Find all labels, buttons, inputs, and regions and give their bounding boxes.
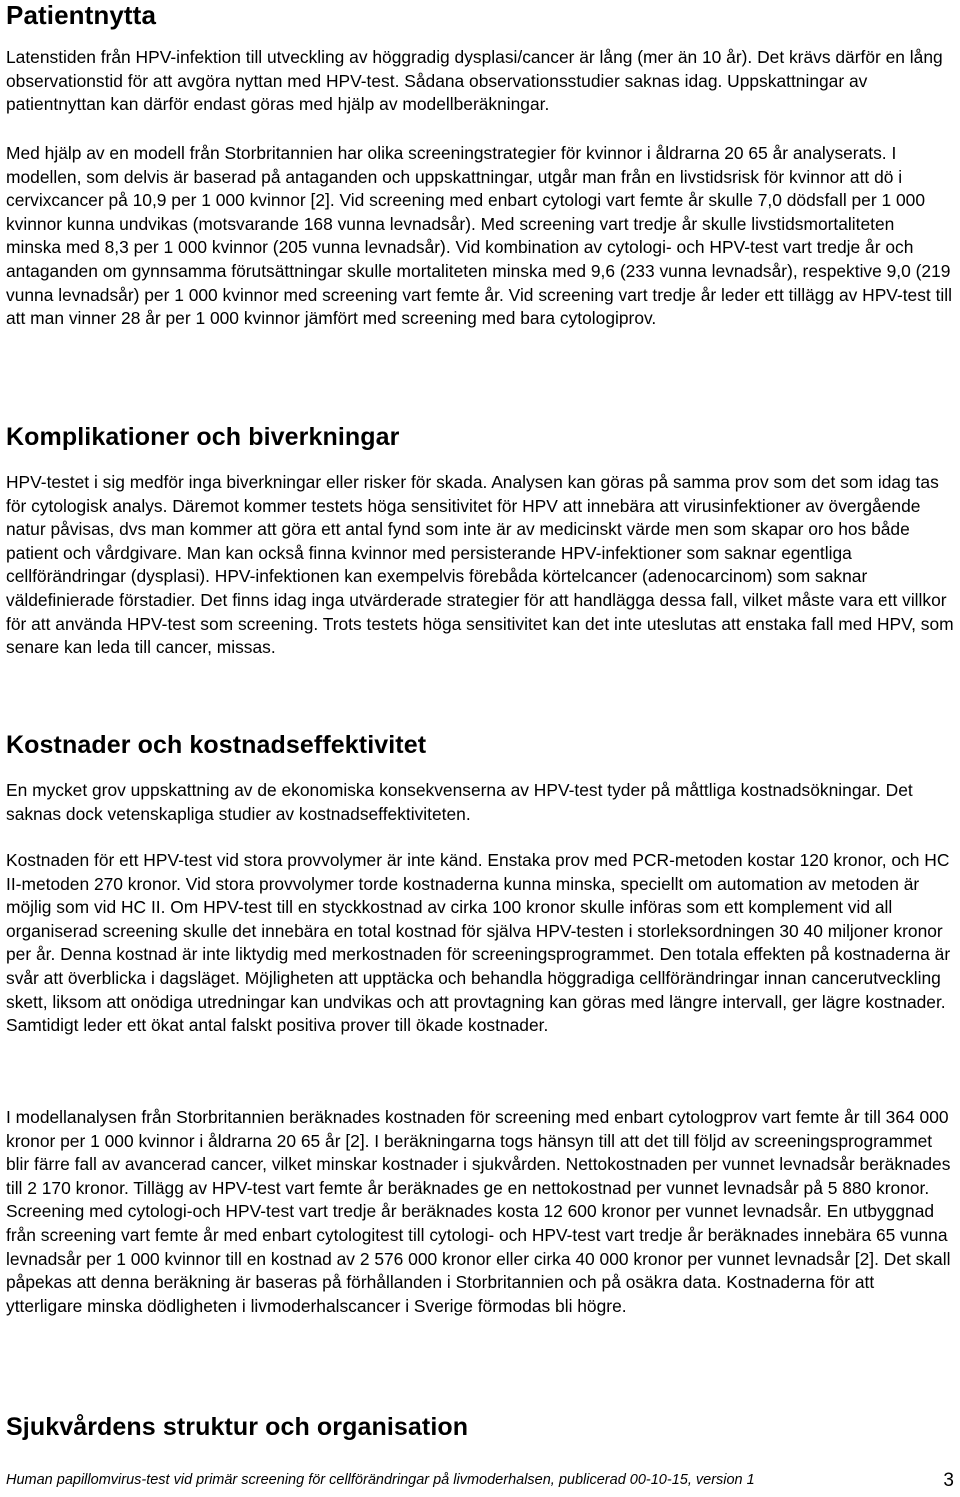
section-patientnytta-model [6,142,954,331]
section-komplikationer-body [6,471,954,660]
heading-komplikationer: Komplikationer och biverkningar [6,423,400,451]
paragraph-kostnader-3: I modellanalysen från Storbritannien beräknades kostnaden för screening med enbart cytologprov vart femte år till 364 000 kronor per 1 000 kvinnor i åldrarna 20 65 år [2]. I beräkningarna togs hänsyn till att det till följd av screeningsprogrammet blir färre fall av avancerad cancer, vilket minskar kostnader i sjukvården. Nettokostnaden per vunnet levnadsår beräknades till 2 170 kronor. Tillägg av HPV-test vart femte år beräknades ge en nettokostnad per vunnet levnadsår på 5 880 kronor. Screening med cytologi-och HPV-test vart tredje år beräknades kosta 12 600 kronor per vunnet levnadsår. En utbyggnad från screening vart femte år med enbart cytologitest till cytologi- och HPV-test vart tredje år beräknades innebära 65 vunna levnadsår per 1 000 kvinnor till en kostnad av 2 576 000 kronor eller cirka 40 000 kronor per vunnet levnadsår [2]. Det skall påpekas att denna beräkning är baseras på förhållanden i Storbritannien och på osäkra data. Kostnaderna för att ytterligare minska dödligheten i livmoderhalscancer i Sverige förmodas bli högre. [6,1107,951,1316]
paragraph-patientnytta-1: Latenstiden från HPV-infektion till utveckling av höggradig dysplasi/cancer är lång (mer än 10 år). Det krävs därför en lång observationstid för att avgöra nyttan med HPV-test. Sådana observationsstudier saknas idag. Uppskattningar av patientnyttan kan därför endast göras med hjälp av modellberäkningar. [6,47,943,115]
footer-text: Human papillomvirus-test vid primär screening för cellförändringar på livmoderhalsen, publicerad 00-10-15, version 1 [6,1472,755,1488]
heading-patientnytta: Patientnytta [6,0,157,30]
heading-kostnader: Kostnader och kostnadseffektivitet [6,731,427,759]
section-kostnader-test [6,849,954,1038]
section-struktur [6,1412,954,1442]
paragraph-kostnader-2: Kostnaden för ett HPV-test vid stora provvolymer är inte känd. Enstaka prov med PCR-metoden kostar 120 kronor, och HC II-metoden 270 kronor. Vid stora provvolymer torde kostnaderna kunna minska, speciellt om automation av metoden är möjlig som vid HC II. Om HPV-test till en styckkostnad av cirka 100 kronor skulle införas som ett komplement vid all organiserad screening skulle det innebära en total kostnad för själva HPV-testen i storleksordningen 30 40 miljoner kronor per år. Denna kostnad är inte liktydig med merkostnaden för screeningsprogrammet. Den totala effekten på kostnaderna är svår att överblicka i dagsläget. Möjligheten att upptäcka och behandla höggradiga cellförändringar innan cancerutveckling skett, liksom att onödiga utredningar kan undvikas och att provtagning kan göras med längre intervall, ger lägre kostnader. Samtidigt leder ett ökat antal falskt positiva prover till ökade kostnader. [6,850,951,1036]
section-kostnader-model [6,1106,954,1318]
heading-struktur: Sjukvårdens struktur och organisation [6,1413,469,1441]
paragraph-komplikationer-1: HPV-testet i sig medför inga biverkningar eller risker för skada. Analysen kan göras på samma prov som det som idag tas för cytologisk analys. Däremot kommer testets höga sensitivitet för HPV att innebära att virusinfektioner av övergående natur påvisas, dvs man kommer att göra ett antal fynd som inte är av medicinskt värde men som skapar oro hos både patient och vårdgivare. Man kan också finna kvinnor med persisterande HPV-infektioner som saknar egentliga cellförändringar (dysplasi). HPV-infektionen kan exempelvis förebåda körtelcancer (adenocarcinom) som saknar väldefinierade förstadier. Det finns idag inga utvärderade strategier för att handlägga dessa fall, vilket måste vara ett villkor för att använda HPV-test som screening. Trots testets höga sensitivitet kan det inte uteslutas att enstaka fall med HPV, som senare kan leda till cancer, missas. [6,472,954,658]
section-kostnader [6,730,954,760]
paragraph-kostnader-1: En mycket grov uppskattning av de ekonomiska konsekvenserna av HPV-test tyder på måttliga kostnadsökningar. Det saknas dock vetenskapliga studier av kostnadseffektiviteten. [6,780,913,824]
page-footer [6,1470,954,1490]
page-number: 3 [943,1470,954,1491]
section-patientnytta [6,46,954,117]
paragraph-patientnytta-2: Med hjälp av en modell från Storbritannien har olika screeningstrategier för kvinnor i åldrarna 20 65 år analyserats. I modellen, som delvis är baserad på antaganden och uppskattningar, utgår man från en livstidsrisk för kvinnor att dö i cervixcancer på 10,9 per 1 000 kvinnor [2]. Vid screening med enbart cytologi vart femte år skulle 7,0 dödsfall per 1 000 kvinnor kunna undvikas (motsvarande 168 vunna levnadsår). Med screening vart tredje år skulle livstidsmortaliteten minska med 8,3 per 1 000 kvinnor (205 vunna levnadsår). Vid kombination av cytologi- och HPV-test vart tredje år och antaganden om gynnsamma förutsättningar skulle mortaliteten minska med 9,6 (233 vunna levnadsår), respektive 9,0 (219 vunna levnadsår) per 1 000 kvinnor med screening vart femte år. Vid screening vart tredje år leder ett tillägg av HPV-test till att man vinner 28 år per 1 000 kvinnor jämfört med screening med bara cytologiprov. [6,143,953,329]
section-komplikationer [6,422,954,452]
section-kostnader-intro [6,779,954,826]
